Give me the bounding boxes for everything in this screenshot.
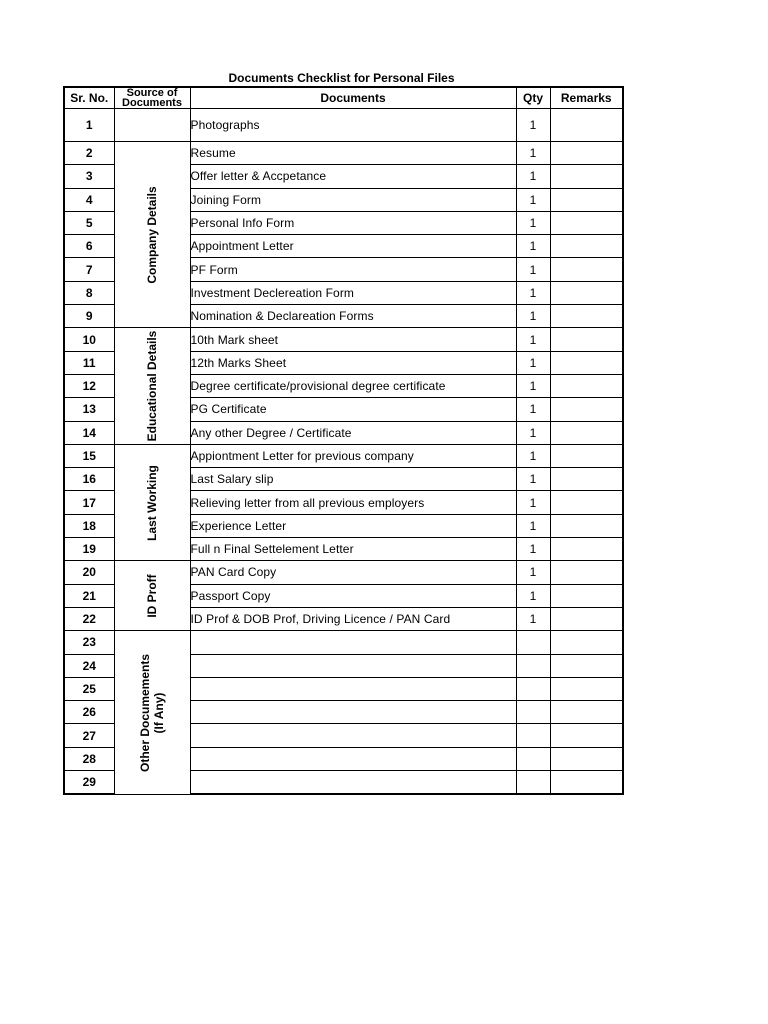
qty-cell: 1	[516, 421, 550, 444]
group-label: Company Details	[145, 186, 159, 284]
document-cell: PAN Card Copy	[190, 561, 516, 584]
remarks-cell[interactable]	[550, 305, 623, 328]
document-cell: ID Prof & DOB Prof, Driving Licence / PAN Card	[190, 607, 516, 630]
qty-cell: 1	[516, 351, 550, 374]
header-qty: Qty	[516, 87, 550, 109]
sr-no-cell: 19	[64, 538, 114, 561]
group-last-working	[114, 444, 190, 560]
remarks-cell[interactable]	[550, 607, 623, 630]
page-title: Documents Checklist for Personal Files	[228, 71, 455, 85]
remarks-cell[interactable]	[550, 421, 623, 444]
qty-cell: 1	[516, 235, 550, 258]
qty-cell[interactable]	[516, 771, 550, 795]
document-cell[interactable]	[190, 747, 516, 770]
remarks-cell[interactable]	[550, 654, 623, 677]
qty-cell[interactable]	[516, 724, 550, 747]
remarks-cell[interactable]	[550, 701, 623, 724]
header-documents: Documents	[190, 87, 516, 109]
sr-no-cell: 14	[64, 421, 114, 444]
remarks-cell[interactable]	[550, 235, 623, 258]
header-source: Source of Documents	[114, 87, 190, 109]
group-company-details	[114, 142, 190, 328]
remarks-cell[interactable]	[550, 398, 623, 421]
qty-cell: 1	[516, 165, 550, 188]
sr-no-cell: 8	[64, 281, 114, 304]
sr-no-cell: 22	[64, 607, 114, 630]
table-row	[64, 631, 623, 654]
group-label: Educational Details	[145, 330, 159, 442]
source-cell	[114, 109, 190, 142]
table-row	[64, 328, 623, 351]
remarks-cell[interactable]	[550, 444, 623, 467]
table-row	[64, 561, 623, 584]
document-cell: Investment Declereation Form	[190, 281, 516, 304]
qty-cell[interactable]	[516, 631, 550, 654]
sr-no-cell: 28	[64, 747, 114, 770]
qty-cell: 1	[516, 142, 550, 165]
group-label-line2: (If Any)	[152, 692, 166, 733]
qty-cell: 1	[516, 281, 550, 304]
group-label: Last Working	[145, 464, 159, 541]
qty-cell: 1	[516, 398, 550, 421]
remarks-cell[interactable]	[550, 631, 623, 654]
remarks-cell[interactable]	[550, 109, 623, 142]
table-row	[64, 444, 623, 467]
document-cell: Offer letter & Accpetance	[190, 165, 516, 188]
document-cell: Degree certificate/provisional degree certificate	[190, 374, 516, 397]
sr-no-cell: 29	[64, 771, 114, 795]
sr-no-cell: 16	[64, 468, 114, 491]
qty-cell: 1	[516, 607, 550, 630]
document-cell: Any other Degree / Certificate	[190, 421, 516, 444]
document-cell: Joining Form	[190, 188, 516, 211]
qty-cell: 1	[516, 514, 550, 537]
remarks-cell[interactable]	[550, 165, 623, 188]
sr-no-cell: 18	[64, 514, 114, 537]
qty-cell[interactable]	[516, 654, 550, 677]
document-cell: Full n Final Settelement Letter	[190, 538, 516, 561]
remarks-cell[interactable]	[550, 351, 623, 374]
remarks-cell[interactable]	[550, 374, 623, 397]
remarks-cell[interactable]	[550, 281, 623, 304]
qty-cell: 1	[516, 561, 550, 584]
document-cell[interactable]	[190, 701, 516, 724]
qty-cell: 1	[516, 109, 550, 142]
header-remarks: Remarks	[550, 87, 623, 109]
document-cell: Appointment Letter	[190, 235, 516, 258]
group-label	[138, 654, 166, 772]
remarks-cell[interactable]	[550, 747, 623, 770]
sr-no-cell: 21	[64, 584, 114, 607]
document-cell[interactable]	[190, 631, 516, 654]
sr-no-cell: 1	[64, 109, 114, 142]
sr-no-cell: 9	[64, 305, 114, 328]
remarks-cell[interactable]	[550, 468, 623, 491]
qty-cell: 1	[516, 444, 550, 467]
document-cell[interactable]	[190, 654, 516, 677]
qty-cell: 1	[516, 258, 550, 281]
qty-cell: 1	[516, 188, 550, 211]
table-row	[64, 109, 623, 142]
document-cell: Photographs	[190, 109, 516, 142]
group-label: ID Proff	[145, 574, 159, 618]
remarks-cell[interactable]	[550, 258, 623, 281]
sr-no-cell: 23	[64, 631, 114, 654]
qty-cell: 1	[516, 211, 550, 234]
sr-no-cell: 25	[64, 677, 114, 700]
remarks-cell[interactable]	[550, 561, 623, 584]
sr-no-cell: 13	[64, 398, 114, 421]
remarks-cell[interactable]	[550, 142, 623, 165]
qty-cell[interactable]	[516, 701, 550, 724]
group-other-documents	[114, 631, 190, 795]
qty-cell[interactable]	[516, 747, 550, 770]
qty-cell: 1	[516, 305, 550, 328]
document-cell: PG Certificate	[190, 398, 516, 421]
document-cell: Resume	[190, 142, 516, 165]
sr-no-cell: 4	[64, 188, 114, 211]
document-cell[interactable]	[190, 724, 516, 747]
qty-cell: 1	[516, 584, 550, 607]
group-label-line1: Other Documements	[138, 653, 152, 772]
sr-no-cell: 3	[64, 165, 114, 188]
sr-no-cell: 5	[64, 211, 114, 234]
group-educational-details	[114, 328, 190, 444]
sr-no-cell: 15	[64, 444, 114, 467]
document-cell: Passport Copy	[190, 584, 516, 607]
document-cell: Appiontment Letter for previous company	[190, 444, 516, 467]
sr-no-cell: 11	[64, 351, 114, 374]
document-cell: Relieving letter from all previous employers	[190, 491, 516, 514]
sr-no-cell: 12	[64, 374, 114, 397]
document-cell: Personal Info Form	[190, 211, 516, 234]
qty-cell: 1	[516, 328, 550, 351]
qty-cell: 1	[516, 374, 550, 397]
sr-no-cell: 27	[64, 724, 114, 747]
remarks-cell[interactable]	[550, 724, 623, 747]
qty-cell[interactable]	[516, 677, 550, 700]
remarks-cell[interactable]	[550, 584, 623, 607]
remarks-cell[interactable]	[550, 538, 623, 561]
sr-no-cell: 26	[64, 701, 114, 724]
document-cell: 10th Mark sheet	[190, 328, 516, 351]
remarks-cell[interactable]	[550, 328, 623, 351]
qty-cell: 1	[516, 491, 550, 514]
table-row	[64, 142, 623, 165]
sr-no-cell: 2	[64, 142, 114, 165]
group-id-proof	[114, 561, 190, 631]
sr-no-cell: 20	[64, 561, 114, 584]
sr-no-cell: 10	[64, 328, 114, 351]
remarks-cell[interactable]	[550, 677, 623, 700]
documents-checklist-table	[63, 86, 624, 795]
header-sr-no: Sr. No.	[64, 87, 114, 109]
sr-no-cell: 6	[64, 235, 114, 258]
sr-no-cell: 24	[64, 654, 114, 677]
remarks-cell[interactable]	[550, 211, 623, 234]
remarks-cell[interactable]	[550, 491, 623, 514]
document-cell: Experience Letter	[190, 514, 516, 537]
sr-no-cell: 17	[64, 491, 114, 514]
document-cell[interactable]	[190, 677, 516, 700]
document-cell: PF Form	[190, 258, 516, 281]
remarks-cell[interactable]	[550, 514, 623, 537]
remarks-cell[interactable]	[550, 771, 623, 795]
qty-cell: 1	[516, 538, 550, 561]
sr-no-cell: 7	[64, 258, 114, 281]
remarks-cell[interactable]	[550, 188, 623, 211]
document-cell: Last Salary slip	[190, 468, 516, 491]
qty-cell: 1	[516, 468, 550, 491]
document-cell[interactable]	[190, 771, 516, 795]
document-cell: Nomination & Declareation Forms	[190, 305, 516, 328]
document-cell: 12th Marks Sheet	[190, 351, 516, 374]
